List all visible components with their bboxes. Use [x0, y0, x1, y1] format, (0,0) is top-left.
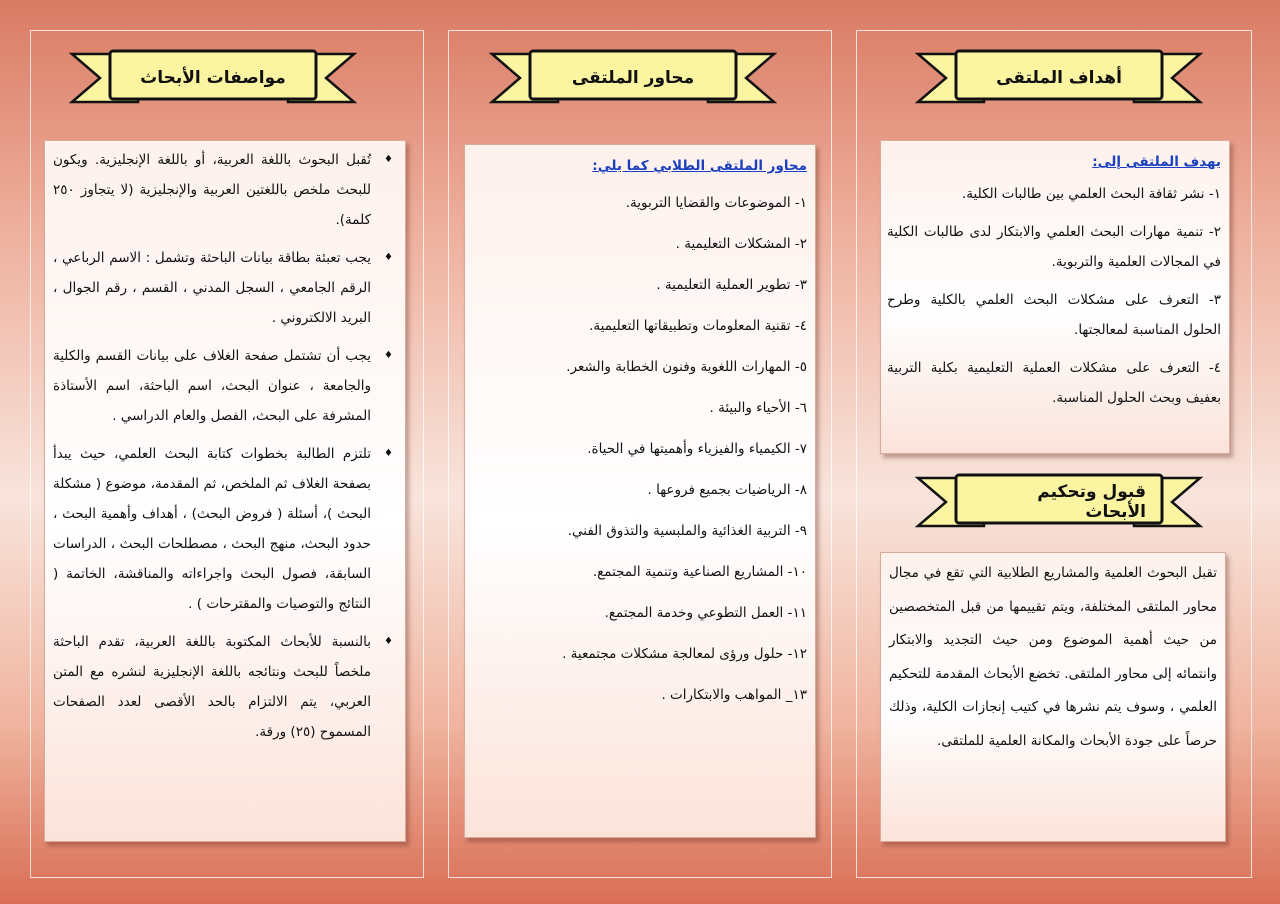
goals-banner-title: أهداف الملتقى — [996, 68, 1122, 88]
spec-item — [53, 627, 395, 747]
axis-item: ٦- الأحياء والبيئة . — [709, 400, 807, 416]
goal-item: ٢- تنمية مهارات البحث العلمي والابتكار لدى طالبات الكلية في المجالات العلمية والتربوية. — [887, 224, 1221, 270]
spec-item — [53, 341, 395, 431]
diamond-bullet-icon: ♦ — [384, 252, 393, 263]
acceptance-banner-title: قبول وتحكيم الأبحاث — [1037, 482, 1146, 522]
axis-item: ٩- التربية الغذائية والملبسية والتذوق الفني. — [567, 523, 807, 539]
spec-item — [53, 145, 395, 235]
axis-item: ١٢- حلول ورؤى لمعالجة مشكلات مجتمعية . — [562, 646, 807, 662]
axes-banner-title: محاور الملتقى — [571, 68, 695, 88]
specs-banner — [68, 48, 358, 108]
goal-item: ١- نشر ثقافة البحث العلمي بين طالبات الكلية. — [962, 186, 1221, 202]
diamond-bullet-icon: ♦ — [384, 636, 393, 647]
axis-item: ٣- تطوير العملية التعليمية . — [656, 277, 807, 293]
diamond-bullet-icon: ♦ — [384, 154, 393, 165]
spec-text: تُقبل البحوث باللغة العربية، أو باللغة الإنجليزية. ويكون للبحث ملخص باللغتين العربية والإنجليزية (لا يتجاوز ٢٥٠ كلمة). — [53, 152, 371, 228]
specs-banner-title: مواصفات الأبحاث — [140, 68, 286, 88]
axis-item: ٢- المشكلات التعليمية . — [675, 236, 807, 252]
acceptance-text: تقبل البحوث العلمية والمشاريع الطلابية التي تقع في مجال محاور الملتقى المختلفة، ويتم تقييمها من قبل المتخصصين من حيث أهمية الموضوع ومن حيث التجديد والابتكار وانتمائه إلى محاور الملتقى. تخضع الأبحاث المقدمة للتحكيم العلمي ، وسوف يتم نشرها في كتيب إنجازات الكلية، وذلك حرصاً على جودة الأبحاث والمكانة العلمية للملتقى. — [889, 565, 1217, 749]
axes-heading: محاور الملتقى الطلابي كما يلي: — [592, 158, 807, 174]
axis-item: ١٠- المشاريع الصناعية وتنمية المجتمع. — [592, 564, 807, 580]
axis-item: ٤- تقنية المعلومات وتطبيقاتها التعليمية. — [589, 318, 807, 334]
axis-item: ١١- العمل التطوعي وخدمة المجتمع. — [604, 605, 807, 621]
diamond-bullet-icon: ♦ — [384, 350, 393, 361]
goals-list — [887, 179, 1221, 413]
axis-item: ٨- الرياضيات بجميع فروعها . — [647, 482, 807, 498]
axes-card — [464, 144, 816, 838]
goals-heading: يهدف الملتقى إلى: — [1092, 154, 1221, 170]
goals-card — [880, 140, 1230, 454]
diamond-bullet-icon: ♦ — [384, 448, 393, 459]
axes-banner — [488, 48, 778, 108]
spec-text: بالنسبة للأبحاث المكتوبة باللغة العربية، تقدم الباحثة ملخصاً للبحث ونتائجه باللغة الإنجليزية لنشره مع المتن العربي، يتم الالتزام بالحد الأقصى لعدد الصفحات المسموح (٢٥) ورقة. — [53, 634, 371, 740]
acceptance-card — [880, 552, 1226, 842]
spec-text: يجب تعبئة بطاقة بيانات الباحثة وتشمل : الاسم الرباعي ، الرقم الجامعي ، السجل المدني ، القسم ، رقم الجوال ، البريد الالكتروني . — [53, 250, 371, 326]
goal-item: ٤- التعرف على مشكلات العملية التعليمية بكلية التربية بعفيف وبحث الحلول المناسبة. — [887, 360, 1221, 406]
spec-text: يجب أن تشتمل صفحة الغلاف على بيانات القسم والكلية والجامعة ، عنوان البحث، اسم الباحثة، اسم الأستاذة المشرفة على البحث، الفصل والعام الدراسي . — [53, 348, 371, 424]
axis-item: ١٣_ المواهب والابتكارات . — [661, 687, 807, 703]
spec-text: تلتزم الطالبة بخطوات كتابة البحث العلمي، حيث يبدأ بصفحة الغلاف ثم الملخص، ثم المقدمة، موضوع ( مشكلة البحث )، أسئلة ( فروض البحث) ، أهداف وأهمية البحث ، حدود البحث، منهج البحث ، مصطلحات البحث ، الدراسات السابقة، فصول البحث واجراءاته والمناقشة، الخاتمة ( النتائج والتوصيات والمقترحات ) . — [53, 446, 371, 612]
spec-item — [53, 439, 395, 619]
specs-list — [53, 145, 395, 747]
axis-item: ٥- المهارات اللغوية وفنون الخطابة والشعر. — [566, 359, 807, 375]
axis-item: ٧- الكيمياء والفيزياء وأهميتها في الحياة. — [587, 441, 807, 457]
acceptance-banner — [914, 472, 1204, 532]
specs-card — [44, 140, 406, 842]
goal-item: ٣- التعرف على مشكلات البحث العلمي بالكلية وطرح الحلول المناسبة لمعالجتها. — [887, 292, 1221, 338]
axis-item: ١- الموضوعات والقضايا التربوية. — [625, 195, 807, 211]
goals-banner — [914, 48, 1204, 108]
axes-list — [473, 183, 807, 716]
spec-item — [53, 243, 395, 333]
